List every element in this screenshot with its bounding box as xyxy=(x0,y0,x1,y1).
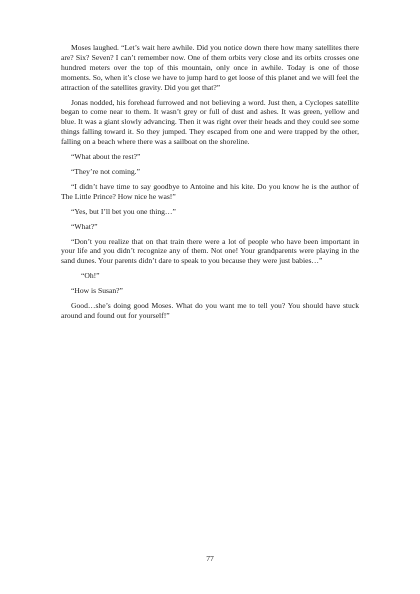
page-number: 77 xyxy=(206,554,214,563)
paragraph: “How is Susan?” xyxy=(71,286,123,296)
paragraph: Moses laughed. “Let’s wait here awhile. Did you notice down there how many satellites there are? Six? Seven? I can’t remember now. One of them orbits very close and its orbits crosses one hundred meters over the top of this mountain, only once in awhile. Today is one of those moments. So, when it’s close we have to jump hard to get loose of this planet and we will feel the attraction of the satellites gravity. Did you get that?” xyxy=(61,43,359,92)
paragraph: “I didn’t have time to say goodbye to Antoine and his kite. Do you know he is the author of The Little Prince? How nice he was!” xyxy=(61,181,359,201)
paragraph: “Don’t you realize that on that train there were a lot of people who have been important in your life and you didn’t recognize any of them. Not one! Your grandparents were playing in the sand dunes. Your parents didn’t dare to speak to you because they were just babies…” xyxy=(61,236,359,266)
body-text xyxy=(61,43,359,321)
paragraph: Good…she’s doing good Moses. What do you want me to tell you? You should have stuck around and found out for yourself!” xyxy=(61,301,359,320)
paragraph: “They’re not coming.” xyxy=(71,166,140,176)
paragraph: “What about the rest?” xyxy=(71,152,141,162)
paragraph: “Oh!” xyxy=(81,271,100,281)
paragraph: “Yes, but I’ll bet you one thing…” xyxy=(71,206,176,216)
paragraph: “What?” xyxy=(71,221,98,231)
paragraph: Jonas nodded, his forehead furrowed and not believing a word. Just then, a Cyclopes satellite began to come near to them. It wasn’t grey or full of dust and ashes. It was green, yellow and blue. It was a giant slowly advancing. Then it was right over their heads and they could see some things falling toward it. So they jumped. They escaped from one and were trapped by the other, falling on a beach where there was a sailboat on the shoreline. xyxy=(61,97,359,147)
